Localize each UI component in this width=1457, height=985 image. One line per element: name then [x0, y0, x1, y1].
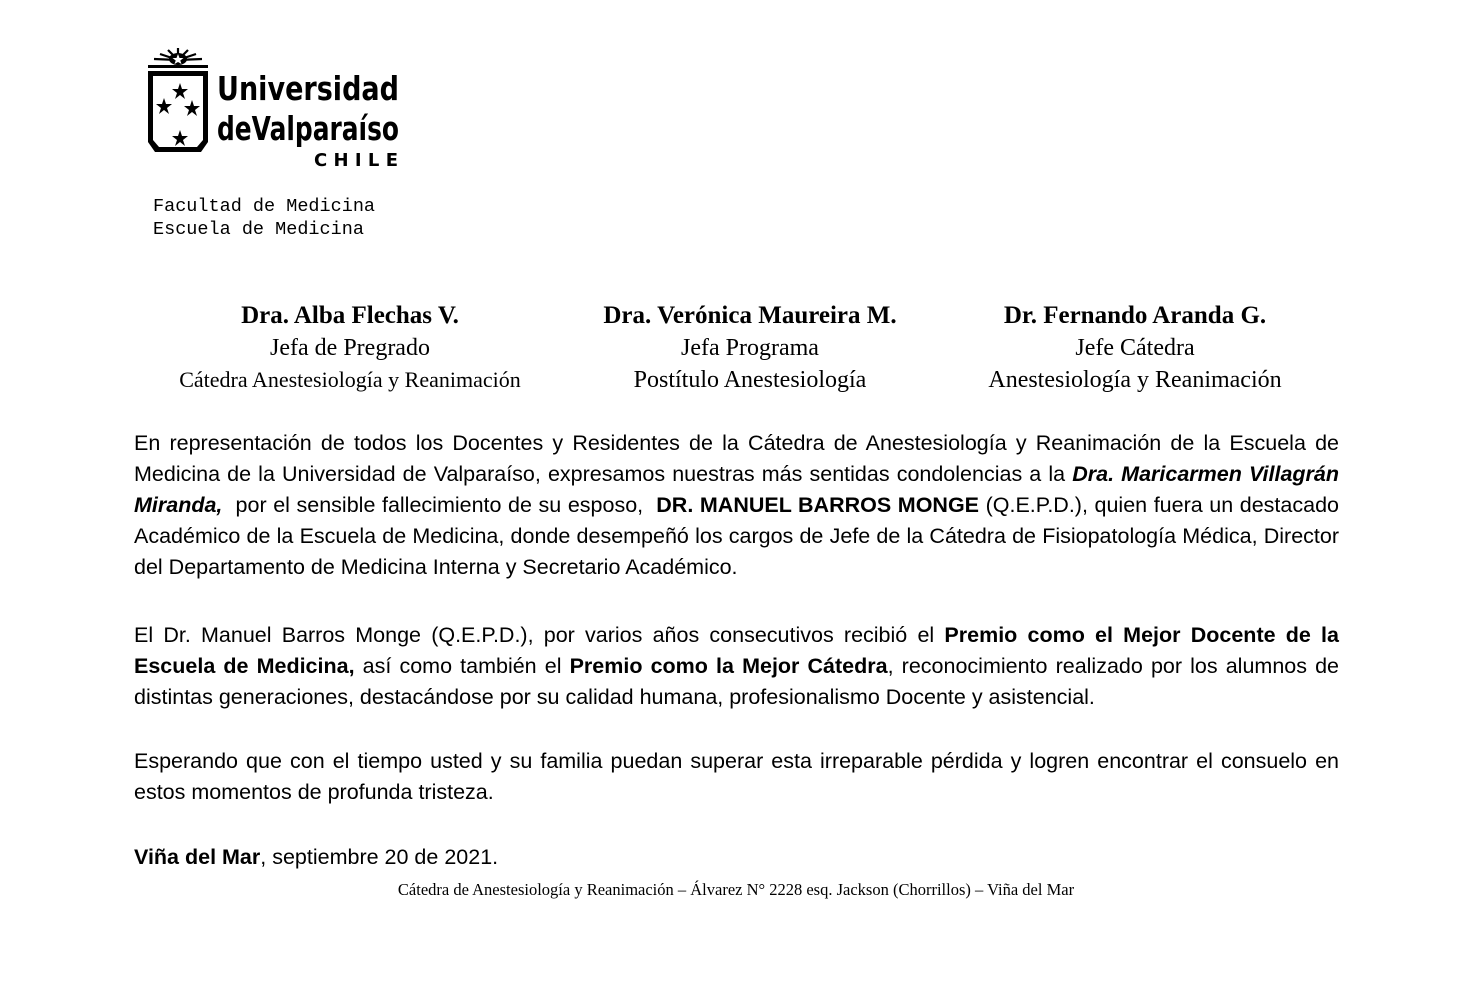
svg-text:Universidad: Universidad [217, 69, 399, 108]
signer-1 [150, 300, 550, 396]
signer-unit: Anestesiología y Reanimación [988, 367, 1282, 393]
signers-row [0, 300, 1457, 400]
signer-role: Jefa Programa [681, 335, 819, 361]
award-best-chair: Premio como la Mejor Cátedra [569, 654, 888, 678]
svg-text:deValparaíso: deValparaíso [217, 109, 399, 148]
school-name: Escuela de Medicina [153, 219, 364, 240]
signer-3 [940, 300, 1330, 396]
university-crest-logo [144, 46, 406, 170]
date-line [134, 842, 1339, 873]
signer-name: Dr. Fernando Aranda G. [1003, 302, 1267, 329]
widow-name: Dra. Maricarmen Villagrán Miranda, [134, 462, 1339, 517]
signer-name: Dra. Verónica Maureira M. [603, 302, 897, 329]
condolence-paragraph: En representación de todos los Docentes y Residentes de la Cátedra de Anestesiología y Reanimación de la Escuela de Medicina de la Universidad de Valparaíso, expresamos nuestras más sentidas condolencias a la Dra. Maricarmen Villagrán Miranda, por el sensible fallecimiento de su esposo, DR. MANUEL BARROS MONGE (Q.E.P.D.), quien fuera un destacado Académico de la Escuela de Medicina, donde desempeñó los cargos de Jefe de la Cátedra de Fisiopatología Médica, Director del Departamento de Medicina Interna y Secretario Académico. [134, 431, 1339, 579]
signer-role: Jefa de Pregrado [270, 335, 430, 361]
footer-address: Cátedra de Anestesiología y Reanimación – Álvarez N° 2228 esq. Jackson (Chorrillos) – Viña del Mar [397, 880, 1075, 899]
signer-unit: Postítulo Anestesiología [633, 367, 867, 393]
awards-paragraph: El Dr. Manuel Barros Monge (Q.E.P.D.), por varios años consecutivos recibió el Premio como el Mejor Docente de la Escuela de Medicina, así como también el Premio como la Mejor Cátedra, reconocimiento realizado por los alumnos de distintas generaciones, destacándose por su calidad humana, profesionalismo Docente y asistencial. [134, 623, 1340, 709]
date-place: Viña del Mar [134, 845, 261, 869]
university-logo [144, 46, 406, 170]
signer-role: Jefe Cátedra [1075, 335, 1195, 361]
deceased-name: DR. MANUEL BARROS MONGE [656, 493, 980, 517]
signer-2 [560, 300, 940, 396]
faculty-block [153, 195, 375, 241]
signer-unit: Cátedra Anestesiología y Reanimación [179, 367, 521, 392]
signer-name: Dra. Alba Flechas V. [241, 302, 459, 329]
svg-text:CHILE: CHILE [314, 150, 398, 171]
award-best-teacher: Premio como el Mejor Docente de la Escuela de Medicina, [134, 623, 1339, 678]
date-text: , septiembre 20 de 2021. [260, 845, 499, 869]
closing-paragraph: Esperando que con el tiempo usted y su familia puedan superar esta irreparable pérdida y logren encontrar el consuelo en estos momentos de profunda tristeza. [134, 749, 1339, 804]
faculty-name: Facultad de Medicina [153, 196, 376, 217]
